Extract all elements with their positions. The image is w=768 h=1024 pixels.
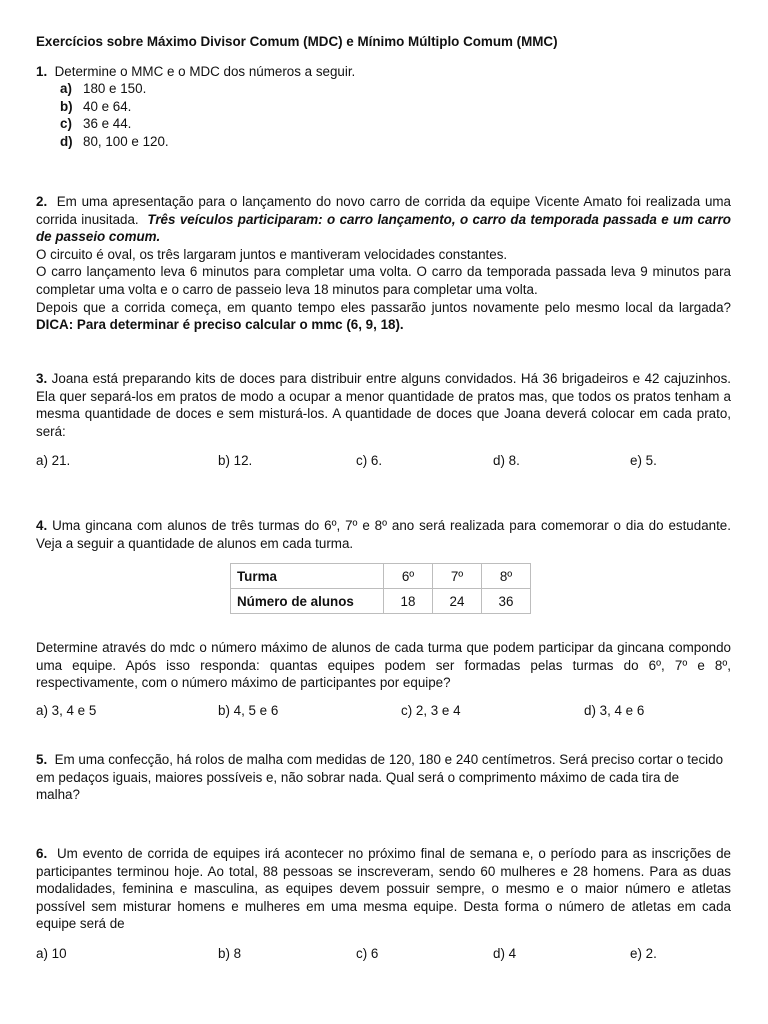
- table-header: Turma: [231, 564, 384, 589]
- table-header: Número de alunos: [231, 589, 384, 614]
- question-6: [36, 845, 731, 933]
- answer-option: b) 4, 5 e 6: [218, 703, 279, 718]
- page-title: Exercícios sobre Máximo Divisor Comum (MDC) e Mínimo Múltiplo Comum (MMC): [36, 34, 558, 49]
- question-4-instructions: [36, 639, 731, 692]
- question-6-options: [36, 946, 731, 964]
- question-number: 5.: [36, 752, 48, 767]
- answer-option: d) 3, 4 e 6: [584, 703, 645, 718]
- question-number: 2.: [36, 194, 48, 209]
- question-number: 6.: [36, 846, 48, 861]
- answer-option: a) 3, 4 e 5: [36, 703, 97, 718]
- question-3: [36, 370, 731, 440]
- question-text: Em uma confecção, há rolos de malha com medidas de 120, 180 e 240 centímetros. Será preciso cortar o tecido em pedaços iguais, maiores possíveis e, não sobrar nada. Qual será o comprimento máximo de cada tira de malha?: [36, 752, 724, 803]
- question-emphasis: Três veículos participaram: o carro lançamento, o carro da temporada passada e um carro de passeio comum.: [36, 211, 731, 245]
- list-item: b) 40 e 64.: [60, 98, 132, 114]
- question-intro: Em uma apresentação para o lançamento do novo carro de corrida da equipe Vicente Amato foi realizada uma corrida inusitada.: [36, 194, 731, 227]
- question-4: [36, 517, 731, 552]
- question-2: [36, 193, 731, 334]
- answer-option: c) 6: [356, 946, 379, 961]
- question-text: O carro lançamento leva 6 minutos para completar uma volta. O carro da temporada passada leva 9 minutos para completar uma volta e o carro de passeio leva 18 minutos para completar uma volta.: [36, 264, 731, 297]
- question-text: O circuito é oval, os três largaram juntos e mantiveram velocidades constantes.: [36, 246, 508, 262]
- question-number: 3.: [36, 371, 48, 386]
- table-row: [231, 564, 531, 589]
- table-row: [231, 589, 531, 614]
- answer-option: a) 21.: [36, 453, 71, 468]
- answer-option: e) 2.: [630, 946, 657, 961]
- question-number: 4.: [36, 518, 48, 533]
- question-text: Determine o MMC e o MDC dos números a seguir.: [54, 64, 356, 79]
- list-item: c) 36 e 44.: [60, 116, 132, 132]
- answer-option: c) 6.: [356, 453, 383, 468]
- tip-text: DICA: Para determinar é preciso calcular o mmc (6, 9, 18).: [36, 317, 404, 333]
- table-cell: 18: [384, 589, 433, 614]
- answer-option: e) 5.: [630, 453, 657, 468]
- question-3-options: [36, 453, 731, 471]
- answer-option: a) 10: [36, 946, 67, 961]
- table-cell: 7º: [433, 564, 482, 589]
- answer-option: b) 12.: [218, 453, 253, 468]
- answer-option: d) 4: [493, 946, 517, 961]
- students-table: [230, 563, 531, 614]
- list-item: d) 80, 100 e 120.: [60, 133, 169, 149]
- question-1-items: [60, 80, 169, 150]
- answer-option: b) 8: [218, 946, 242, 961]
- table-cell: 8º: [482, 564, 531, 589]
- table-cell: 36: [482, 589, 531, 614]
- question-5: [36, 751, 726, 804]
- answer-option: d) 8.: [493, 453, 520, 468]
- question-text: Joana está preparando kits de doces para distribuir entre alguns convidados. Há 36 brigadeiros e 42 cajuzinhos. Ela quer separá-los em pratos de modo a ocupar a menor quantidade de pratos mas, que todos os pratos tenham a mesma quantidade de doces e sem misturá-los. A quantidade de doces que Joana deverá colocar em cada prato, será:: [36, 371, 731, 439]
- table-cell: 24: [433, 589, 482, 614]
- question-4-options: [36, 703, 731, 721]
- answer-option: c) 2, 3 e 4: [401, 703, 461, 718]
- table-cell: 6º: [384, 564, 433, 589]
- question-1: [36, 63, 731, 81]
- question-number: 1.: [36, 64, 48, 79]
- question-text: Depois que a corrida começa, em quanto tempo eles passarão juntos novamente pelo mesmo local da largada?: [36, 299, 731, 315]
- list-item: a) 180 e 150.: [60, 81, 147, 96]
- question-text: Uma gincana com alunos de três turmas do 6º, 7º e 8º ano será realizada para comemorar o dia do estudante. Veja a seguir a quantidade de alunos em cada turma.: [36, 518, 731, 551]
- question-text: Determine através do mdc o número máximo de alunos de cada turma que podem participar da gincana compondo uma equipe. Após isso responda: quantas equipes podem ser formadas pelas turmas do 6º, 7º e 8º, respectivamente, com o número máximo de participantes por equipe?: [36, 640, 731, 691]
- question-text: Um evento de corrida de equipes irá acontecer no próximo final de semana e, o período para as inscrições de participantes terminou hoje. Ao total, 88 pessoas se inscreveram, sendo 60 mulheres e 28 homens. Para as duas modalidades, feminina e masculina, as equipes devem possuir sempre, o mesmo e o maior número e atletas possível sem misturar homens e mulheres em uma mesma equipe. Desta forma o número de atletas em cada equipe será de: [36, 846, 731, 932]
